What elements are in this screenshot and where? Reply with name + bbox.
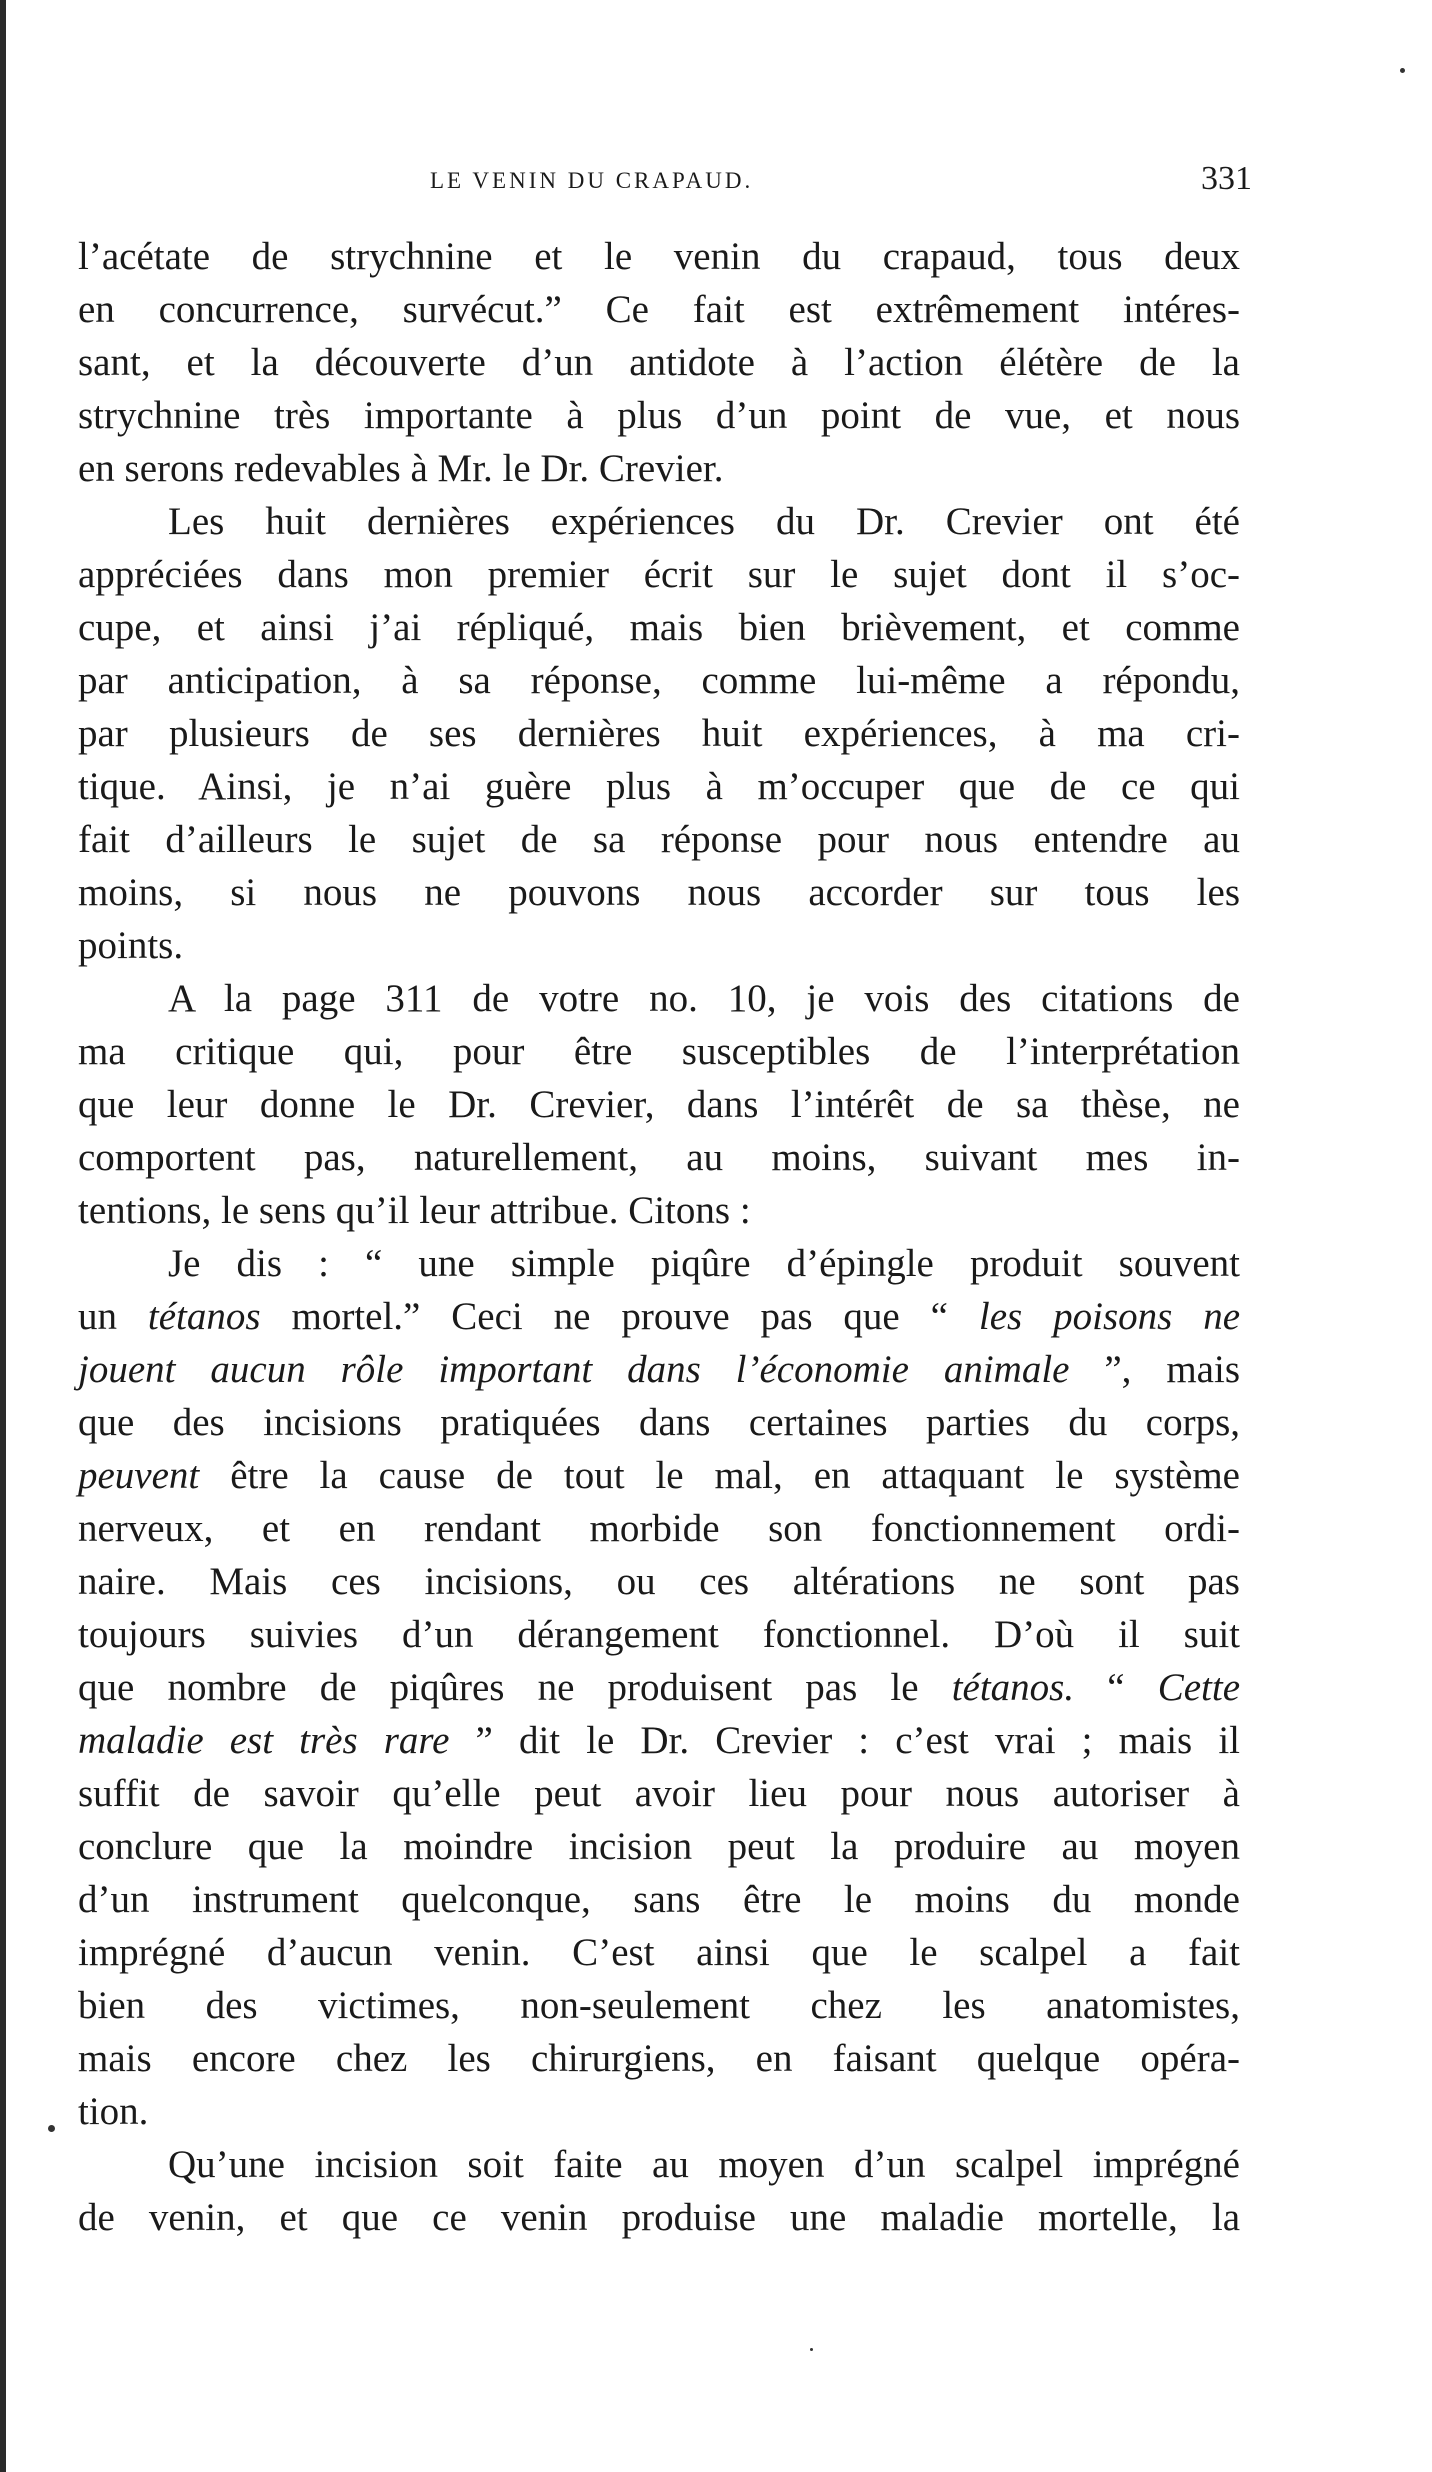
italic-term: tétanos bbox=[147, 1295, 261, 1338]
text-line: bien des victimes, non-seulement chez les anatomistes, bbox=[78, 1984, 1240, 2027]
text-line: Je dis : “ une simple piqûre d’épingle produit souvent bbox=[168, 1242, 1240, 1285]
text-line: d’un instrument quelconque, sans être le moins du monde bbox=[78, 1878, 1240, 1921]
text-line: points. bbox=[78, 924, 184, 967]
text-line: par plusieurs de ses dernières huit expériences, à ma cri- bbox=[78, 712, 1240, 755]
text-line: que des incisions pratiquées dans certaines parties du corps, bbox=[78, 1401, 1240, 1444]
page-number: 331 bbox=[1201, 160, 1252, 197]
text-line: moins, si nous ne pouvons nous accorder sur tous les bbox=[78, 871, 1240, 914]
ink-speck bbox=[810, 2348, 813, 2351]
text-line: ma critique qui, pour être susceptibles de l’interprétation bbox=[78, 1030, 1240, 1073]
text-line: fait d’ailleurs le sujet de sa réponse pour nous entendre au bbox=[78, 818, 1240, 861]
text-line: comportent pas, naturellement, au moins, suivant mes in- bbox=[78, 1136, 1240, 1179]
page-binding-edge bbox=[0, 0, 6, 2472]
text-line: suffit de savoir qu’elle peut avoir lieu pour nous autoriser à bbox=[78, 1772, 1240, 1815]
text-line bbox=[78, 1343, 1240, 1396]
running-title: LE VENIN DU CRAPAUD. bbox=[430, 168, 754, 193]
text-line: sant, et la découverte d’un antidote à l’action élétère de la bbox=[78, 341, 1240, 384]
text-fragment: ” dit le Dr. Crevier : c’est vrai ; mais il bbox=[449, 1719, 1240, 1762]
text-line: Qu’une incision soit faite au moyen d’un scalpel imprégné bbox=[168, 2143, 1240, 2186]
text-line: toujours suivies d’un dérangement fonctionnel. D’où il suit bbox=[78, 1613, 1240, 1656]
text-fragment: mortel.” Ceci ne prouve pas que “ bbox=[260, 1295, 979, 1338]
italic-term: tétanos. bbox=[951, 1666, 1075, 1709]
text-line: l’acétate de strychnine et le venin du crapaud, tous deux bbox=[78, 235, 1240, 278]
text-line: par anticipation, à sa réponse, comme lui-même a répondu, bbox=[78, 659, 1240, 702]
text-line: que leur donne le Dr. Crevier, dans l’intérêt de sa thèse, ne bbox=[78, 1083, 1240, 1126]
text-fragment: ”, mais bbox=[1069, 1348, 1240, 1391]
text-fragment: être la cause de tout le mal, en attaquant le système bbox=[199, 1454, 1240, 1497]
text-line: strychnine très importante à plus d’un point de vue, et nous bbox=[78, 394, 1240, 437]
text-line: de venin, et que ce venin produise une maladie mortelle, la bbox=[78, 2196, 1240, 2239]
text-line: Les huit dernières expériences du Dr. Crevier ont été bbox=[168, 500, 1240, 543]
text-line: tique. Ainsi, je n’ai guère plus à m’occuper que de ce qui bbox=[78, 765, 1240, 808]
italic-quote: les poisons ne bbox=[978, 1295, 1241, 1338]
text-line: cupe, et ainsi j’ai répliqué, mais bien brièvement, et comme bbox=[78, 606, 1240, 649]
text-line: mais encore chez les chirurgiens, en faisant quelque opéra- bbox=[78, 2037, 1240, 2080]
text-line: naire. Mais ces incisions, ou ces altérations ne sont pas bbox=[78, 1560, 1240, 1603]
text-fragment: un bbox=[78, 1295, 148, 1338]
page-text bbox=[78, 230, 1240, 2244]
italic-quote: Cette bbox=[1157, 1666, 1241, 1709]
text-line: A la page 311 de votre no. 10, je vois des citations de bbox=[168, 977, 1240, 1020]
text-fragment: que nombre de piqûres ne produisent pas le bbox=[78, 1666, 952, 1709]
ink-speck bbox=[1400, 68, 1405, 73]
text-line bbox=[78, 1290, 1240, 1343]
text-line bbox=[78, 1661, 1240, 1714]
text-fragment: “ bbox=[1074, 1666, 1158, 1709]
text-line: tentions, le sens qu’il leur attribue. Citons : bbox=[78, 1189, 751, 1232]
text-line: appréciées dans mon premier écrit sur le sujet dont il s’oc- bbox=[78, 553, 1240, 596]
text-line: tion. bbox=[78, 2090, 149, 2133]
text-line bbox=[78, 1714, 1240, 1767]
italic-quote: jouent aucun rôle important dans l’économie animale bbox=[78, 1348, 1070, 1391]
text-line: nerveux, et en rendant morbide son fonctionnement ordi- bbox=[78, 1507, 1240, 1550]
italic-term: peuvent bbox=[78, 1454, 200, 1497]
ink-speck bbox=[48, 2125, 55, 2132]
text-line: conclure que la moindre incision peut la produire au moyen bbox=[78, 1825, 1240, 1868]
page-header bbox=[430, 160, 1252, 200]
text-line bbox=[78, 1449, 1240, 1502]
text-line: en concurrence, survécut.” Ce fait est extrêmement intéres- bbox=[78, 288, 1240, 331]
text-line: en serons redevables à Mr. le Dr. Crevier. bbox=[78, 447, 724, 490]
text-line: imprégné d’aucun venin. C’est ainsi que le scalpel a fait bbox=[78, 1931, 1240, 1974]
italic-quote: maladie est très rare bbox=[78, 1719, 450, 1762]
